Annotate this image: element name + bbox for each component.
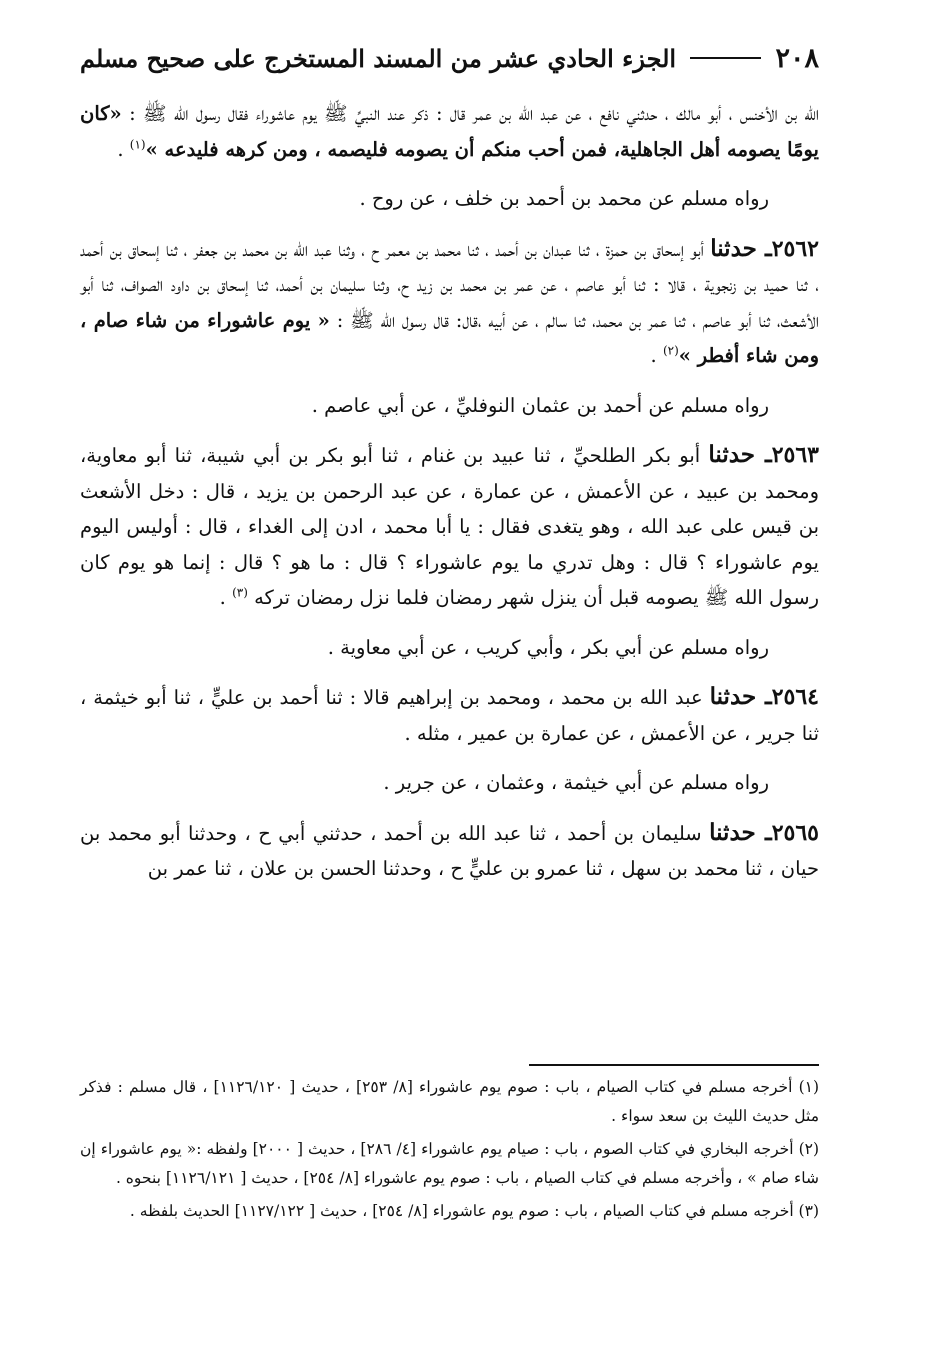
period: . bbox=[117, 137, 130, 161]
period: . bbox=[219, 586, 233, 609]
period: . bbox=[650, 344, 663, 367]
footnote-ref: (٢) bbox=[662, 343, 679, 358]
footnote-separator bbox=[529, 1064, 819, 1066]
header-rule bbox=[690, 57, 761, 59]
hadith-text: سليمان بن أحمد ، ثنا عبد الله بن أحمد ، حدثني أبي ح ، وحدثنا أبو محمد بن حيان ، ثنا محمد بن سهل ، ثنا عمرو بن عليٍّ ح ، وحدثنا الحسن بن علان ، ثنا عمر بن bbox=[80, 821, 819, 880]
footnote: (٢) أخرجه البخاري في كتاب الصوم ، باب : صيام يوم عاشوراء [٤/ ٢٨٦] ، حديث [ ٢٠٠٠] ولفظه :« يوم عاشوراء إن شاء صام » ، وأخرجه مسلم في كتاب الصيام ، باب : صوم يوم عاشوراء [٨/ ٢٥٤] ، حديث [ ١١٢٦/١٢١] بنحوه . bbox=[80, 1140, 820, 1187]
hadith-text: أبو إسحاق بن حمزة ، ثنا عبدان بن أحمد ، ثنا محمد بن معمر ح ، وثنا عبد الله بن محمد بن جعفر ، ثنا إسحاق بن أحمد ، ثنا حميد بن زنجوية ، قالا : ثنا أبو عاصم ، عن عمر بن محمد بن زيد ح، وثنا سليمان بن أحمد، ثنا إسحاق بن داود الصواف، ثنا أبو الأشعث، ثنا أبو عاصم ، ثنا عمر بن محمد، ثنا سالم ، عن أبيه ،قال: قال رسول الله ﷺ : bbox=[80, 237, 820, 332]
hadith-2564 bbox=[80, 679, 819, 751]
hadith-text: الله بن الأخنس ، أبو مالك ، حدثني نافع ، عن عبد الله بن عمر قال : ذكر عند النبيِّ ﷺ يوم عاشوراء فقال رسول الله ﷺ : bbox=[121, 102, 819, 125]
page-number: ٢٠٨ bbox=[775, 42, 819, 74]
prophetic-quote: « يوم عاشوراء من شاء صام ، ومن شاء أفطر » bbox=[80, 308, 819, 367]
narration-note: رواه مسلم عن أبي خيثمة ، وعثمان ، عن جرير . bbox=[383, 771, 769, 794]
hadith-2565 bbox=[80, 815, 819, 887]
hadith-number: ٢٥٦٤ bbox=[771, 684, 819, 710]
narration-note: رواه مسلم عن أبي بكر ، وأبي كريب ، عن أبي معاوية . bbox=[327, 635, 769, 659]
hadith-2562 bbox=[80, 231, 819, 374]
page-header bbox=[80, 30, 819, 86]
haddathana-keyword: ـ حدثنا bbox=[709, 683, 772, 710]
hadith-number: ٢٥٦٣ bbox=[771, 442, 819, 468]
narration-note: رواه مسلم عن محمد بن أحمد بن خلف ، عن روح . bbox=[359, 187, 769, 210]
haddathana-keyword: ـ حدثنا bbox=[708, 441, 772, 468]
main-text bbox=[80, 96, 819, 887]
haddathana-keyword: ـ حدثنا bbox=[710, 234, 772, 262]
footnote: (١) أخرجه مسلم في كتاب الصيام ، باب : صوم يوم عاشوراء [٨/ ٢٥٣] ، حديث [ ١١٢٦/١٢٠] ، قال مسلم : فذكر مثل حديث الليث بن سعد سواء . bbox=[80, 1078, 820, 1125]
hadith-text: أبو بكر الطلحيِّ ، ثنا عبيد بن غنام ، ثنا أبو بكر بن أبي شيبة، ثنا أبو معاوية، ومحمد بن عبيد ، عن الأعمش ، عن عمارة ، عن عبد الرحمن بن يزيد ، قال : دخل الأشعث بن قيس على عبد الله ، وهو يتغدى فقال : يا أبا محمد ، ادن إلى الغداء ، قال : أوليس اليوم يوم عاشوراء ؟ قال : وهل تدري ما يوم عاشوراء ؟ قال : ما هو ؟ قال : إنما هو يوم كان رسول الله ﷺ يصومه قبل أن ينزل شهر رمضان فلما نزل رمضان تركه bbox=[80, 444, 819, 609]
hadith-number: ٢٥٦٥ bbox=[771, 819, 819, 846]
prophetic-quote: «كان يومًا يصومه أهل الجاهلية، فمن أحب منكم أن يصومه فليصمه ، ومن كرهه فليدعه » bbox=[80, 102, 819, 161]
running-title: الجزء الحادي عشر من المسند المستخرج على صحيح مسلم bbox=[80, 43, 677, 73]
footnote-ref: (١) bbox=[129, 137, 146, 151]
hadith-text: عبد الله بن محمد ، ومحمد بن إبراهيم قالا : ثنا أحمد بن عليٍّ ، ثنا أبو خيثمة ، ثنا جرير ، عن الأعمش ، عن عمارة بن عمير ، مثله . bbox=[80, 686, 819, 745]
footnotes bbox=[80, 1073, 819, 1230]
footnote-ref: (٣) bbox=[232, 585, 248, 600]
haddathana-keyword: ـ حدثنا bbox=[709, 818, 772, 846]
narration-note: رواه مسلم عن أحمد بن عثمان النوفليِّ ، عن أبي عاصم . bbox=[311, 393, 769, 417]
hadith-continuation bbox=[80, 96, 819, 167]
footnote: (٣) أخرجه مسلم في كتاب الصيام ، باب : صوم يوم عاشوراء [٨/ ٢٥٤] ، حديث [ ١١٢٧/١٢٢] الحديث بلفظه . bbox=[129, 1202, 819, 1220]
hadith-number: ٢٥٦٢ bbox=[771, 235, 819, 262]
hadith-2563 bbox=[80, 437, 819, 616]
